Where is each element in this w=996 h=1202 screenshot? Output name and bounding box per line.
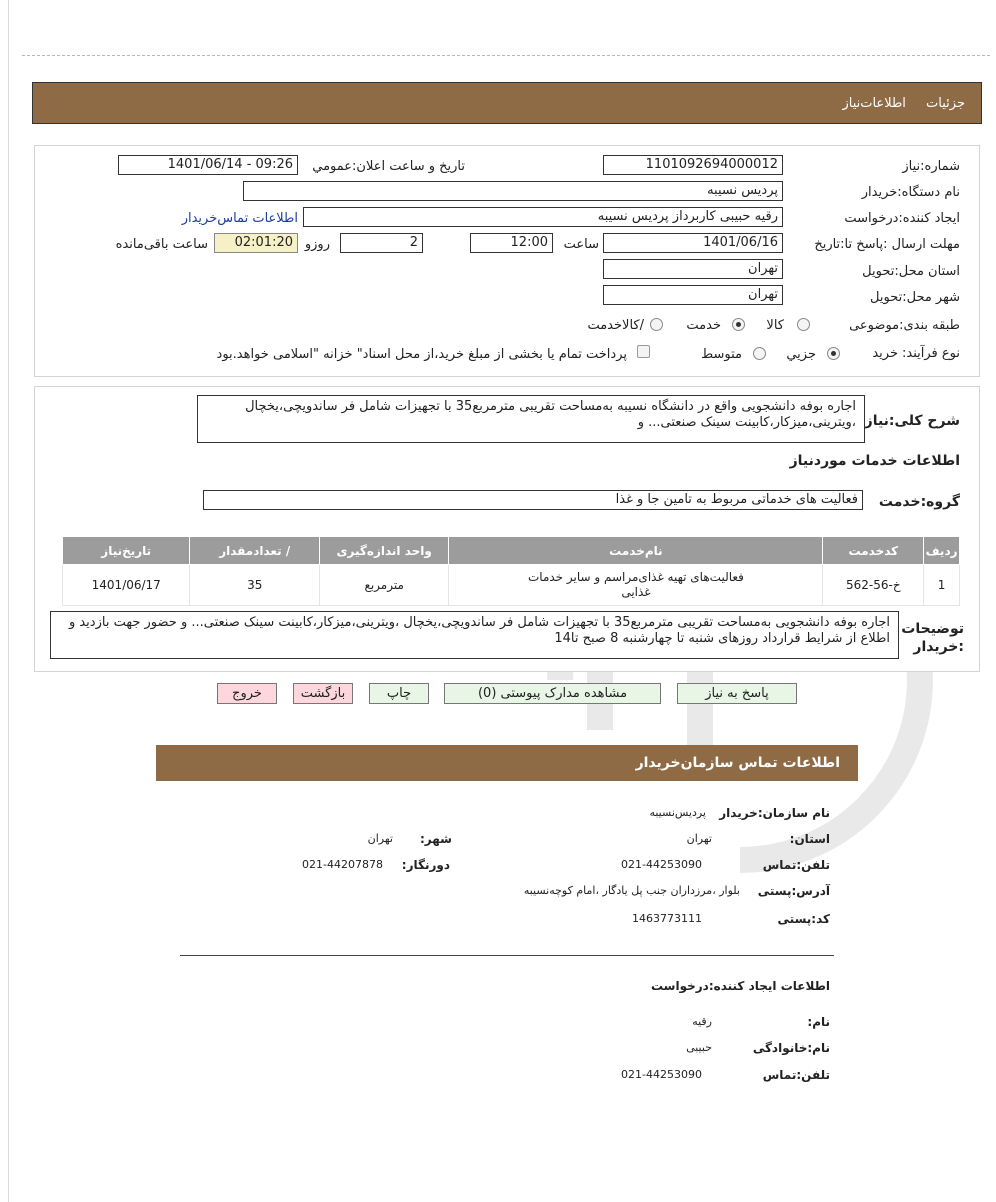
need-number-label: شماره:نیاز bbox=[902, 159, 960, 174]
contact-header bbox=[156, 745, 858, 781]
name-label: نام: bbox=[807, 1015, 830, 1029]
creator-section-title: اطلاعات ایجاد کننده:درخواست bbox=[650, 979, 830, 993]
creator-field: رقیه حبیبی کاربرداز پردیس نسیبه bbox=[303, 207, 783, 227]
col-quantity: / تعدادمقدار bbox=[190, 537, 319, 565]
process-minor-radio[interactable] bbox=[827, 347, 840, 360]
deadline-label: مهلت ارسال :پاسخ تا:تاریخ bbox=[814, 237, 960, 252]
need-info-panel bbox=[34, 145, 980, 377]
category-label: طبقه بندی:موضوعی bbox=[849, 318, 960, 333]
category-service-radio[interactable] bbox=[732, 318, 745, 331]
tab-need-info[interactable]: اطلاعات‌نیاز bbox=[842, 96, 906, 111]
process-minor-label: جزيي bbox=[786, 347, 816, 362]
col-row: ردیف bbox=[924, 537, 960, 565]
address-value: بلوار ،مرزداران جنب پل یادگار ،امام کوچه‌نسیبه bbox=[523, 884, 740, 897]
province-contact-value: تهران bbox=[686, 832, 712, 845]
category-service-label: خدمت bbox=[686, 318, 721, 333]
services-heading: اطلاعات خدمات موردنیاز bbox=[789, 453, 960, 469]
deadline-date-field: 1401/06/16 bbox=[603, 233, 783, 253]
postal-value: 1463773111 bbox=[632, 912, 702, 925]
category-goods-service-radio[interactable] bbox=[650, 318, 663, 331]
col-service-code: کدخدمت bbox=[823, 537, 924, 565]
fax-value: 021-44207878 bbox=[302, 858, 383, 871]
cell-service-code: خ-56-562 bbox=[823, 565, 924, 606]
services-table bbox=[62, 536, 960, 606]
treasury-payment-checkbox[interactable] bbox=[637, 345, 650, 358]
creator-label: ایجاد کننده:درخواست bbox=[844, 211, 960, 226]
phone-label: تلفن:تماس bbox=[762, 858, 830, 872]
col-need-date: تاریخ‌نیاز bbox=[63, 537, 190, 565]
col-unit: واحد اندازه‌گیری bbox=[319, 537, 448, 565]
process-medium-label: متوسط bbox=[701, 347, 742, 362]
services-table-header bbox=[63, 537, 960, 565]
cell-need-date: 1401/06/17 bbox=[63, 565, 190, 606]
col-service-name: نام‌خدمت bbox=[449, 537, 823, 565]
category-goods-radio[interactable] bbox=[797, 318, 810, 331]
cell-unit: مترمربع bbox=[319, 565, 448, 606]
province-contact-label: استان: bbox=[789, 832, 830, 846]
reply-button[interactable]: پاسخ به نیاز bbox=[677, 683, 797, 704]
page-header bbox=[32, 82, 982, 124]
left-border bbox=[8, 0, 9, 1202]
fax-label: دورنگار: bbox=[401, 858, 450, 872]
family-value: حبیبی bbox=[686, 1041, 712, 1054]
buyer-notes-label: توضیحات :خریدار bbox=[901, 621, 964, 655]
buyer-notes-box: اجاره بوفه دانشجویی به‌مساحت تقریبی مترمربع35 با تجهیزات شامل فر ساندویچی،یخچال ،ویترینی،میزکار،کابینت سینک صنعتی... و حضور جهت بازدید و اطلاع از شرایط قرارداد روزهای شنبه تا چهارشنبه 8 صبح تا14 bbox=[50, 611, 899, 659]
remaining-time-field: 02:01:20 bbox=[214, 233, 298, 253]
creator-phone-label: تلفن:تماس bbox=[762, 1068, 830, 1082]
city-label: شهر محل:تحویل bbox=[870, 290, 960, 305]
address-label: آدرس:پستی bbox=[757, 884, 830, 898]
attachments-button[interactable]: مشاهده مدارک پیوستی (0) bbox=[444, 683, 661, 704]
days-label: روزو bbox=[304, 237, 330, 252]
service-group-label: گروه:خدمت bbox=[878, 494, 960, 510]
buyer-org-label: نام دستگاه:خریدار bbox=[861, 185, 960, 200]
postal-label: کد:پستی bbox=[777, 912, 830, 926]
buyer-org-field: پردیس نسیبه bbox=[243, 181, 783, 201]
deadline-time-label: ساعت bbox=[563, 237, 599, 252]
city-contact-label: شهر: bbox=[420, 832, 452, 846]
tab-details[interactable]: جزئیات bbox=[926, 96, 965, 111]
summary-label: شرح کلی:نیاز bbox=[864, 413, 960, 429]
remaining-label: ساعت باقی‌مانده bbox=[115, 237, 208, 252]
category-goods-label: کالا bbox=[766, 318, 784, 333]
city-field: تهران bbox=[603, 285, 783, 305]
org-value: پردیس‌نسیبه bbox=[649, 806, 706, 819]
cell-service-name bbox=[449, 565, 823, 606]
family-label: نام:خانوادگی bbox=[752, 1041, 830, 1055]
city-contact-value: تهران bbox=[367, 832, 393, 845]
category-goods-service-label: /کالاخدمت bbox=[587, 318, 644, 333]
name-value: رقیه bbox=[692, 1015, 712, 1028]
phone-value: 021-44253090 bbox=[621, 858, 702, 871]
top-divider bbox=[22, 55, 990, 56]
print-button[interactable]: چاپ bbox=[369, 683, 429, 704]
province-label: استان محل:تحویل bbox=[862, 264, 960, 279]
exit-button[interactable]: خروج bbox=[217, 683, 277, 704]
back-button[interactable]: بازگشت bbox=[293, 683, 353, 704]
cell-row: 1 bbox=[924, 565, 960, 606]
process-type: خرید bbox=[872, 346, 898, 361]
deadline-time-field: 12:00 bbox=[470, 233, 553, 253]
contact-divider bbox=[180, 955, 834, 956]
process-medium-radio[interactable] bbox=[753, 347, 766, 360]
service-name-text: فعالیت‌های تهیه غذای‌مراسم و سایر خدمات غذایی bbox=[528, 570, 744, 599]
days-field: 2 bbox=[340, 233, 423, 253]
province-field: تهران bbox=[603, 259, 783, 279]
treasury-payment-note: پرداخت تمام یا بخشی از مبلغ خرید،از محل اسناد" خزانه "اسلامی خواهد.بود bbox=[216, 347, 627, 362]
announce-datetime-field: 1401/06/14 - 09:26 bbox=[118, 155, 298, 175]
process-label: نوع فرآیند: bbox=[902, 346, 960, 361]
creator-phone-value: 021-44253090 bbox=[621, 1068, 702, 1081]
org-label: نام سازمان:خریدار bbox=[719, 806, 830, 820]
cell-quantity: 35 bbox=[190, 565, 319, 606]
summary-box: اجاره بوفه دانشجویی واقع در دانشگاه نسیبه به‌مساحت تقریبی مترمربع35 با تجهیزات شامل فر ساندویچی،یخچال ،ویترینی،میزکار،کابینت سینک صنعتی... و bbox=[197, 395, 865, 443]
contact-title: اطلاعات تماس سازمان‌خریدار bbox=[635, 755, 840, 771]
announce-label: تاریخ و ساعت اعلان:عمومي bbox=[312, 159, 465, 174]
buyer-contact-link[interactable]: اطلاعات تماس‌خریدار bbox=[181, 211, 298, 226]
need-number-field: 1101092694000012 bbox=[603, 155, 783, 175]
table-row bbox=[63, 565, 960, 606]
service-group-field: فعالیت های خدماتی مربوط به تامین جا و غذا bbox=[203, 490, 863, 510]
